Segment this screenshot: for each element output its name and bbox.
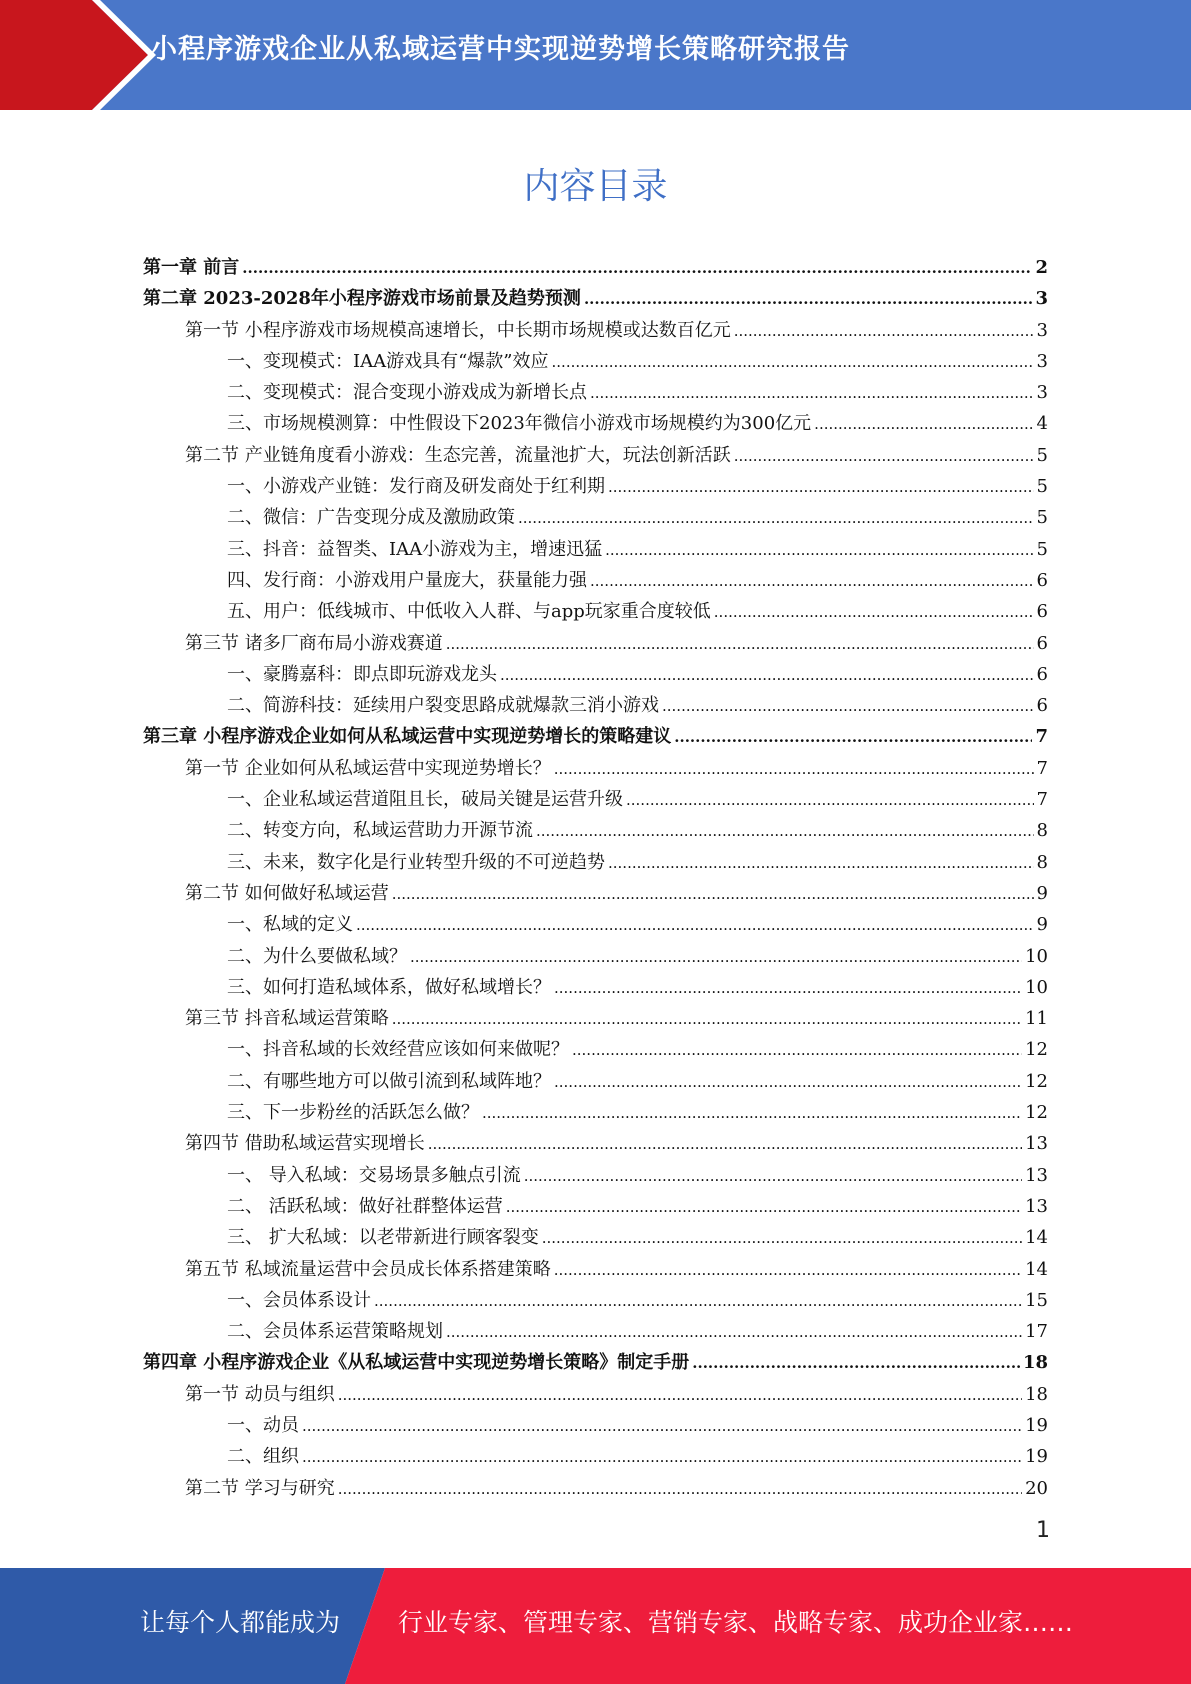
toc-subsection-row[interactable] — [143, 973, 1048, 1004]
toc-section-row[interactable] — [143, 316, 1048, 347]
toc-subsection-row[interactable] — [143, 1317, 1048, 1348]
toc-entry-title: 第一节 企业如何从私域运营中实现逆势增长？ — [185, 757, 551, 779]
toc-entry-page: 6 — [1036, 569, 1048, 591]
toc-entry-title: 第二节 如何做好私域运营 — [185, 882, 389, 904]
toc-entry-title: 第五节 私域流量运营中会员成长体系搭建策略 — [185, 1258, 551, 1280]
toc-entry-page: 6 — [1036, 663, 1048, 685]
toc-entry-title: 二、组织 — [227, 1446, 299, 1468]
toc-subsection-row[interactable] — [143, 1411, 1048, 1442]
toc-entry-title: 第四节 借助私域运营实现增长 — [185, 1133, 425, 1155]
toc-subsection-row[interactable] — [143, 409, 1048, 440]
toc-entry-title: 一、豪腾嘉科：即点即玩游戏龙头 — [227, 663, 497, 685]
toc-entry-title: 三、下一步粉丝的活跃怎么做？ — [227, 1102, 479, 1124]
page-header — [0, 0, 1191, 110]
toc-section-row[interactable] — [143, 629, 1048, 660]
toc-entry-title: 二、会员体系运营策略规划 — [227, 1321, 443, 1343]
toc-dot-leader — [554, 1261, 1022, 1279]
toc-dot-leader — [608, 478, 1034, 496]
footer-slogan-right: 行业专家、管理专家、营销专家、战略专家、成功企业家…… — [398, 1608, 1074, 1637]
toc-dot-leader — [662, 697, 1034, 715]
toc-entry-title: 二、转变方向，私域运营助力开源节流 — [227, 820, 533, 842]
toc-section-row[interactable] — [143, 1255, 1048, 1286]
toc-section-row[interactable] — [143, 1129, 1048, 1160]
toc-entry-page: 11 — [1025, 1008, 1048, 1030]
toc-dot-leader — [554, 1073, 1022, 1091]
toc-entry-title: 四、发行商：小游戏用户量庞大，获量能力强 — [227, 569, 587, 591]
toc-dot-leader — [714, 603, 1034, 621]
toc-subsection-row[interactable] — [143, 1192, 1048, 1223]
toc-entry-title: 二、有哪些地方可以做引流到私域阵地？ — [227, 1070, 551, 1092]
toc-entry-page: 7 — [1035, 726, 1048, 748]
toc-entry-page: 17 — [1025, 1321, 1048, 1343]
toc-subsection-row[interactable] — [143, 660, 1048, 691]
toc-entry-title: 三、未来，数字化是行业转型升级的不可逆趋势 — [227, 851, 605, 873]
toc-subsection-row[interactable] — [143, 1098, 1048, 1129]
toc-subsection-row[interactable] — [143, 848, 1048, 879]
toc-entry-page: 6 — [1036, 601, 1048, 623]
toc-dot-leader — [356, 916, 1034, 934]
toc-entry-title: 第二节 学习与研究 — [185, 1477, 335, 1499]
toc-subsection-row[interactable] — [143, 785, 1048, 816]
toc-subsection-row[interactable] — [143, 535, 1048, 566]
toc-entry-title: 一、变现模式：IAA游戏具有“爆款”效应 — [227, 350, 549, 372]
toc-entry-page: 3 — [1035, 288, 1048, 310]
toc-entry-title: 二、为什么要做私域？ — [227, 945, 407, 967]
toc-dot-leader — [674, 728, 1032, 746]
toc-dot-leader — [590, 384, 1034, 402]
toc-subsection-row[interactable] — [143, 942, 1048, 973]
toc-entry-title: 一、私域的定义 — [227, 914, 353, 936]
toc-entry-page: 12 — [1025, 1070, 1048, 1092]
toc-dot-leader — [626, 791, 1034, 809]
toc-entry-page: 5 — [1036, 476, 1048, 498]
toc-entry-page: 12 — [1025, 1039, 1048, 1061]
toc-dot-leader — [590, 572, 1034, 590]
toc-dot-leader — [536, 822, 1034, 840]
toc-entry-page: 8 — [1036, 820, 1048, 842]
toc-dot-leader — [584, 290, 1033, 308]
toc-subsection-row[interactable] — [143, 1067, 1048, 1098]
toc-section-row[interactable] — [143, 754, 1048, 785]
toc-dot-leader — [506, 1198, 1022, 1216]
toc-entry-title: 一、企业私域运营道阻且长，破局关键是运营升级 — [227, 789, 623, 811]
toc-entry-page: 5 — [1036, 538, 1048, 560]
toc-subsection-row[interactable] — [143, 597, 1048, 628]
toc-dot-leader — [608, 854, 1034, 872]
toc-subsection-row[interactable] — [143, 1286, 1048, 1317]
toc-entry-title: 第一章 前言 — [143, 257, 240, 278]
toc-section-row[interactable] — [143, 879, 1048, 910]
footer-slogan-left: 让每个人都能成为 — [140, 1608, 341, 1637]
toc-subsection-row[interactable] — [143, 910, 1048, 941]
toc-entry-page: 18 — [1025, 1383, 1048, 1405]
toc-entry-page: 5 — [1036, 507, 1048, 529]
toc-dot-leader — [482, 1104, 1022, 1122]
toc-chapter-row[interactable] — [143, 1348, 1048, 1379]
toc-section-row[interactable] — [143, 1004, 1048, 1035]
toc-entry-title: 第一节 动员与组织 — [185, 1383, 335, 1405]
toc-entry-title: 五、用户：低线城市、中低收入人群、与app玩家重合度较低 — [227, 601, 711, 623]
toc-dot-leader — [392, 1010, 1022, 1028]
header-title: 小程序游戏企业从私域运营中实现逆势增长策略研究报告 — [150, 34, 850, 65]
toc-subsection-row[interactable] — [143, 378, 1048, 409]
toc-entry-page: 8 — [1036, 851, 1048, 873]
toc-entry-title: 第三节 抖音私域运营策略 — [185, 1008, 389, 1030]
toc-entry-title: 第三章 小程序游戏企业如何从私域运营中实现逆势增长的策略建议 — [143, 726, 672, 748]
toc-subsection-row[interactable] — [143, 347, 1048, 378]
toc-entry-page: 13 — [1025, 1133, 1048, 1155]
toc-entry-page: 7 — [1036, 789, 1048, 811]
toc-entry-page: 3 — [1036, 382, 1048, 404]
toc-dot-leader — [692, 1354, 1020, 1372]
toc-dot-leader — [374, 1292, 1022, 1310]
toc-entry-title: 第三节 诸多厂商布局小游戏赛道 — [185, 632, 443, 654]
toc-entry-page: 3 — [1036, 350, 1048, 372]
toc-dot-leader — [428, 1135, 1022, 1153]
toc-entry-page: 14 — [1025, 1258, 1048, 1280]
toc-chapter-row[interactable] — [143, 722, 1048, 753]
toc-entry-title: 三、市场规模测算：中性假设下2023年微信小游戏市场规模约为300亿元 — [227, 413, 812, 435]
toc-subsection-row[interactable] — [143, 816, 1048, 847]
toc-section-row[interactable] — [143, 1380, 1048, 1411]
toc-entry-page: 18 — [1022, 1352, 1048, 1374]
toc-dot-leader — [814, 415, 1033, 433]
toc-entry-title: 三、抖音：益智类、IAA小游戏为主，增速迅猛 — [227, 538, 603, 560]
toc-entry-page: 5 — [1036, 444, 1048, 466]
toc-dot-leader — [605, 541, 1033, 559]
page-footer — [0, 1568, 1191, 1684]
toc-entry-page: 6 — [1036, 632, 1048, 654]
toc-entry-page: 10 — [1025, 945, 1048, 967]
toc-dot-leader — [302, 1448, 1022, 1466]
toc-entry-page: 2 — [1035, 257, 1048, 278]
toc-subsection-row[interactable] — [143, 503, 1048, 534]
toc-entry-page: 7 — [1036, 757, 1048, 779]
toc-entry-page: 3 — [1036, 319, 1048, 341]
toc-entry-page: 4 — [1036, 413, 1048, 435]
page-number: 1 — [1036, 1518, 1050, 1543]
toc-entry-title: 二、微信：广告变现分成及激励政策 — [227, 507, 515, 529]
toc-subsection-row[interactable] — [143, 472, 1048, 503]
toc-entry-page: 6 — [1036, 695, 1048, 717]
toc-entry-title: 一、会员体系设计 — [227, 1289, 371, 1311]
toc-subsection-row[interactable] — [143, 1035, 1048, 1066]
toc-subsection-row[interactable] — [143, 1442, 1048, 1473]
toc-entry-page: 15 — [1025, 1289, 1048, 1311]
toc-entry-page: 20 — [1025, 1477, 1048, 1499]
toc-entry-page: 19 — [1025, 1414, 1048, 1436]
toc-entry-title: 二、 活跃私域：做好社群整体运营 — [227, 1195, 503, 1217]
toc-chapter-row[interactable] — [143, 284, 1048, 315]
toc-entry-title: 一、动员 — [227, 1414, 299, 1436]
toc-entry-page: 10 — [1025, 976, 1048, 998]
toc-dot-leader — [554, 760, 1034, 778]
toc-entry-title: 第二章 2023-2028年小程序游戏市场前景及趋势预测 — [143, 288, 581, 310]
toc-entry-title: 一、 导入私域：交易场景多触点引流 — [227, 1164, 521, 1186]
toc-subsection-row[interactable] — [143, 566, 1048, 597]
toc-dot-leader — [500, 666, 1034, 684]
toc-entry-title: 第四章 小程序游戏企业《从私域运营中实现逆势增长策略》制定手册 — [143, 1352, 690, 1374]
toc-subsection-row[interactable] — [143, 1223, 1048, 1254]
toc-dot-leader — [518, 509, 1034, 527]
toc-title: 内容目录 — [523, 166, 668, 207]
toc-entry-title: 一、抖音私域的长效经营应该如何来做呢？ — [227, 1039, 569, 1061]
toc-dot-leader — [302, 1417, 1022, 1435]
toc-dot-leader — [734, 322, 1034, 340]
toc-entry-title: 二、变现模式：混合变现小游戏成为新增长点 — [227, 382, 587, 404]
toc-entry-title: 三、 扩大私域：以老带新进行顾客裂变 — [227, 1227, 539, 1249]
toc-entry-page: 13 — [1025, 1195, 1048, 1217]
toc-section-row[interactable] — [143, 441, 1048, 472]
toc-subsection-row[interactable] — [143, 1161, 1048, 1192]
toc-section-row[interactable] — [143, 1474, 1048, 1505]
toc-dot-leader — [392, 885, 1034, 903]
toc-dot-leader — [446, 1323, 1022, 1341]
toc-dot-leader — [338, 1386, 1022, 1404]
toc-entry-page: 9 — [1036, 914, 1048, 936]
toc-entry-page: 14 — [1025, 1227, 1048, 1249]
toc-dot-leader — [242, 259, 1032, 277]
toc-entry-page: 19 — [1025, 1446, 1048, 1468]
toc-entry-page: 13 — [1025, 1164, 1048, 1186]
toc-dot-leader — [410, 948, 1022, 966]
toc-entry-title: 三、如何打造私域体系，做好私域增长？ — [227, 976, 551, 998]
toc-dot-leader — [572, 1041, 1022, 1059]
toc-dot-leader — [446, 635, 1034, 653]
toc-entry-title: 第二节 产业链角度看小游戏：生态完善，流量池扩大，玩法创新活跃 — [185, 444, 731, 466]
toc-entry-title: 一、小游戏产业链：发行商及研发商处于红利期 — [227, 476, 605, 498]
toc-dot-leader — [552, 353, 1034, 371]
toc-chapter-row[interactable] — [143, 253, 1048, 284]
toc-dot-leader — [338, 1480, 1022, 1498]
toc-entry-page: 9 — [1036, 882, 1048, 904]
toc-dot-leader — [524, 1167, 1022, 1185]
toc-entry-title: 第一节 小程序游戏市场规模高速增长，中长期市场规模或达数百亿元 — [185, 319, 731, 341]
toc-entry-page: 12 — [1025, 1102, 1048, 1124]
toc-dot-leader — [542, 1229, 1022, 1247]
toc-dot-leader — [734, 447, 1034, 465]
toc-entry-title: 二、简游科技：延续用户裂变思路成就爆款三消小游戏 — [227, 695, 659, 717]
toc-subsection-row[interactable] — [143, 691, 1048, 722]
table-of-contents — [143, 253, 1048, 1505]
toc-dot-leader — [554, 979, 1022, 997]
